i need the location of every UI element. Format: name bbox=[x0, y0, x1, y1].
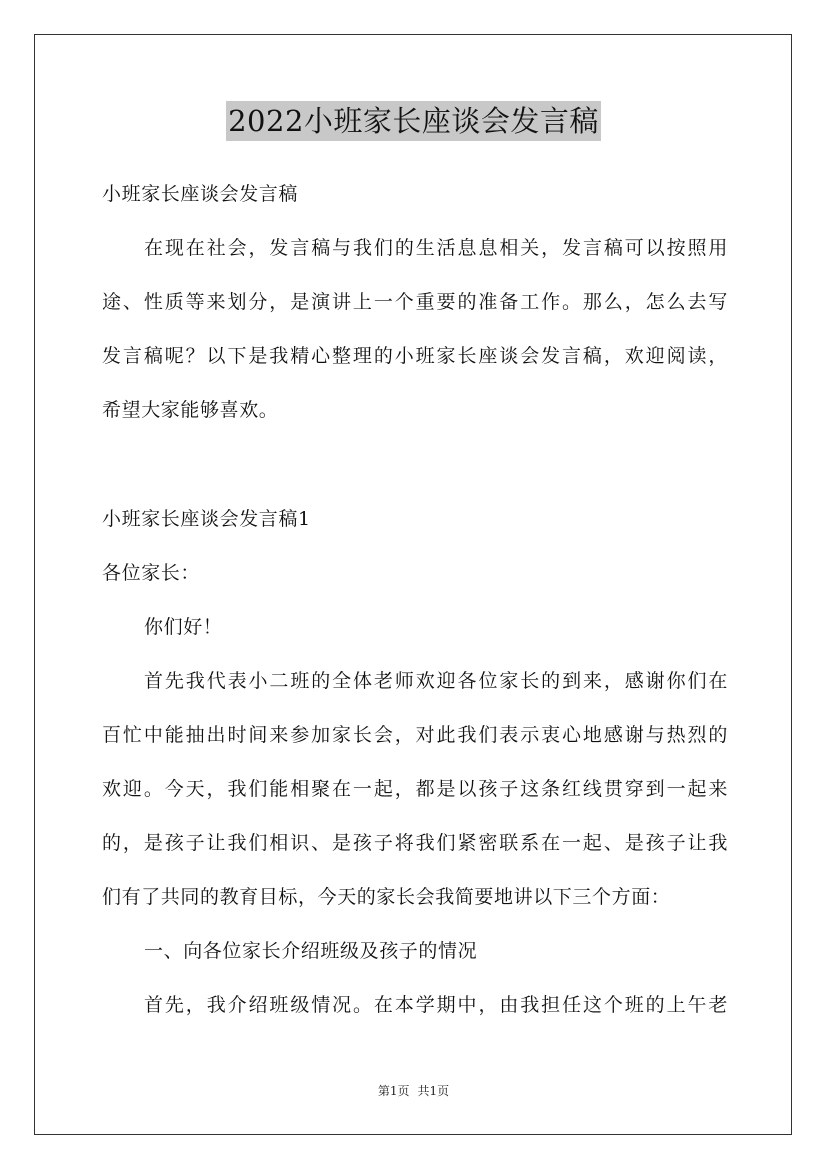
paragraph-line: 们有了共同的教育目标，今天的家长会我简要地讲以下三个方面： bbox=[102, 886, 671, 908]
paragraph-line: 发言稿呢？以下是我精心整理的小班家长座谈会发言稿，欢迎阅读， bbox=[102, 345, 728, 367]
paragraph-line: 的，是孩子让我们相识、是孩子将我们紧密联系在一起、是孩子让我 bbox=[102, 832, 728, 854]
paragraph-line: 在现在社会，发言稿与我们的生活息息相关，发言稿可以按照用 bbox=[144, 237, 728, 259]
document-title: 2022小班家长座谈会发言稿 bbox=[226, 101, 601, 141]
page-number: 第1页 bbox=[377, 1084, 410, 1098]
page-total: 共1页 bbox=[417, 1084, 450, 1098]
subtitle: 小班家长座谈会发言稿 bbox=[102, 183, 299, 205]
paragraph-line: 欢迎。今天，我们能相聚在一起，都是以孩子这条红线贯穿到一起来 bbox=[102, 778, 728, 800]
page-footer bbox=[0, 1083, 827, 1099]
section-heading: 小班家长座谈会发言稿1 bbox=[102, 508, 311, 530]
salutation: 各位家长： bbox=[102, 562, 201, 584]
list-heading: 一、向各位家长介绍班级及孩子的情况 bbox=[144, 940, 478, 962]
paragraph-line: 首先我代表小二班的全体老师欢迎各位家长的到来，感谢你们在 bbox=[144, 670, 728, 692]
paragraph-line: 途、性质等来划分，是演讲上一个重要的准备工作。那么，怎么去写 bbox=[102, 291, 728, 313]
paragraph-line: 百忙中能抽出时间来参加家长会，对此我们表示衷心地感谢与热烈的 bbox=[102, 724, 728, 746]
paragraph-line: 首先，我介绍班级情况。在本学期中，由我担任这个班的上午老 bbox=[144, 994, 728, 1016]
greeting: 你们好！ bbox=[144, 616, 223, 638]
paragraph-line: 希望大家能够喜欢。 bbox=[102, 399, 279, 421]
title-container bbox=[0, 101, 827, 141]
